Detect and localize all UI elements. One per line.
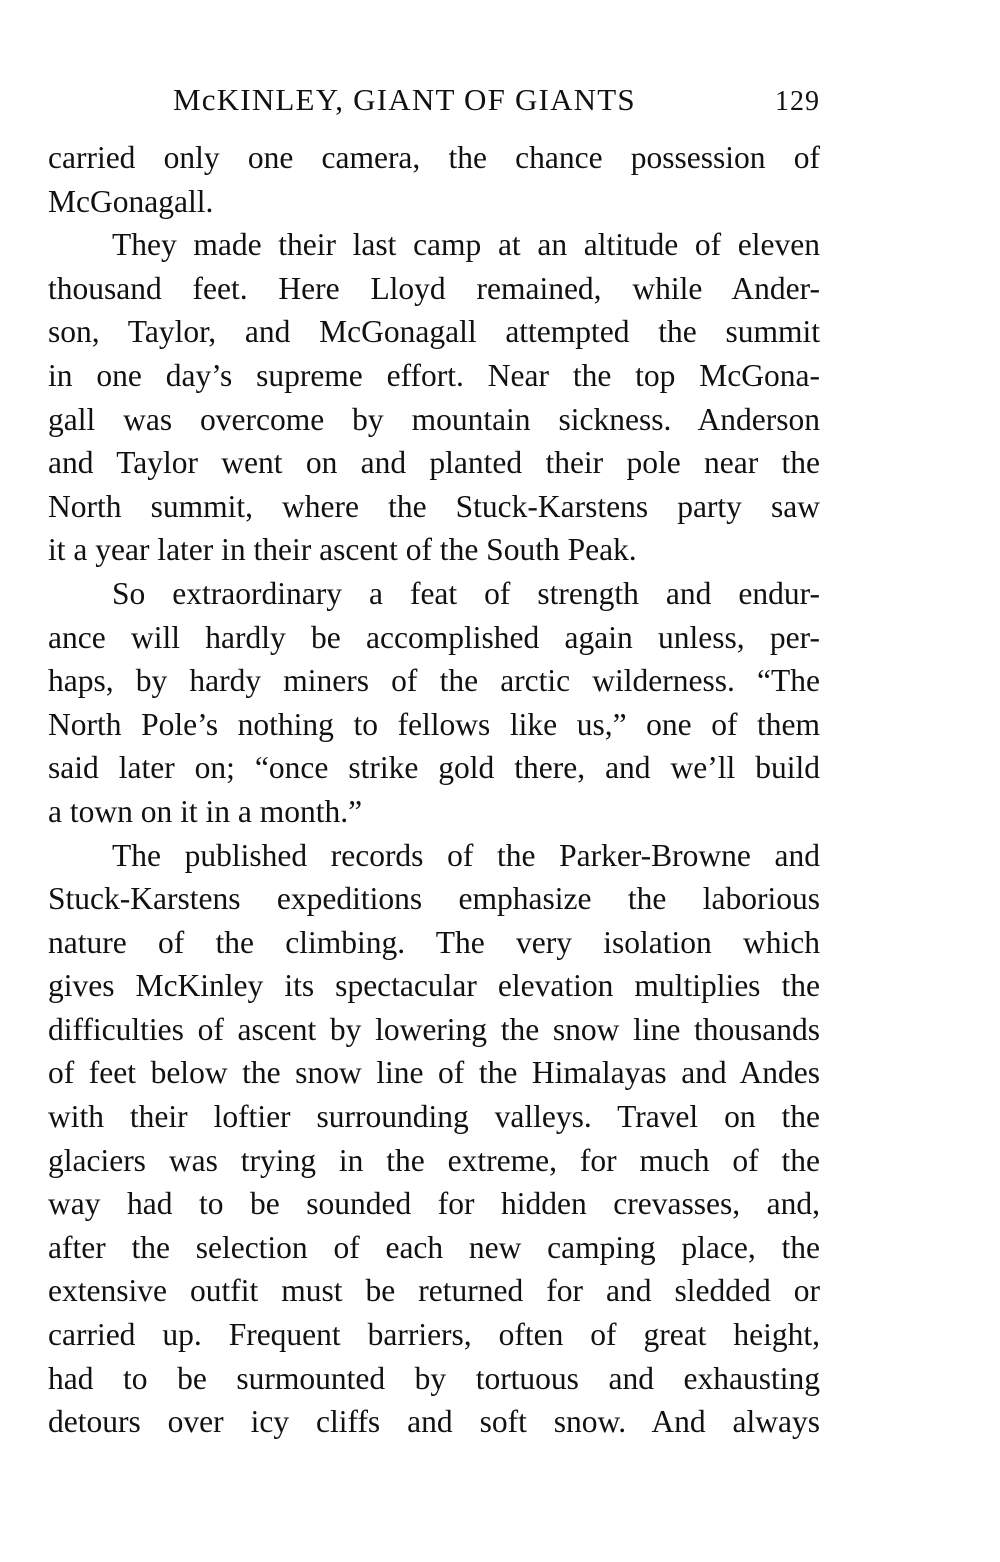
text-line: haps, by hardy miners of the arctic wilderness. “The [48, 663, 820, 699]
text-line: thousand feet. Here Lloyd remained, while Ander- [48, 270, 820, 306]
paragraph-first-line: So extraordinary a feat of strength and endur- [112, 575, 820, 611]
text-line: said later on; “once strike gold there, and we’ll build [48, 750, 820, 786]
text-line: had to be surmounted by tortuous and exhausting [48, 1360, 820, 1396]
text-line: gives McKinley its spectacular elevation multiplies the [48, 968, 820, 1004]
page-number: 129 [775, 86, 820, 117]
text-line: and Taylor went on and planted their pole near the [48, 445, 820, 481]
text-line: carried up. Frequent barriers, often of great height, [48, 1317, 820, 1353]
text-line: nature of the climbing. The very isolation which [48, 924, 820, 960]
text-line: ance will hardly be accomplished again unless, per- [48, 619, 820, 655]
running-head [48, 78, 820, 122]
text-line: it a year later in their ascent of the South Peak. [48, 532, 637, 568]
text-line: Stuck-Karstens expeditions emphasize the laborious [48, 881, 820, 917]
text-line: of feet below the snow line of the Himalayas and Andes [48, 1055, 820, 1091]
paragraph-first-line: They made their last camp at an altitude of eleven [112, 227, 820, 263]
text-line: a town on it in a month.” [48, 793, 363, 829]
text-line: way had to be sounded for hidden crevasses, and, [48, 1186, 820, 1222]
text-line: North summit, where the Stuck-Karstens party saw [48, 488, 820, 524]
running-title: McKINLEY, GIANT OF GIANTS [173, 82, 636, 117]
text-line: detours over icy cliffs and soft snow. And always [48, 1404, 820, 1440]
text-line: difficulties of ascent by lowering the snow line thousands [48, 1011, 820, 1047]
text-line: glaciers was trying in the extreme, for much of the [48, 1142, 820, 1178]
body-text [48, 136, 820, 1444]
text-line: gall was overcome by mountain sickness. Anderson [48, 401, 820, 437]
text-line: in one day’s supreme effort. Near the top McGona- [48, 357, 820, 393]
paragraph-first-line: The published records of the Parker-Browne and [112, 837, 820, 873]
text-line: carried only one camera, the chance possession of [48, 140, 820, 175]
text-line: son, Taylor, and McGonagall attempted the summit [48, 314, 820, 350]
text-line: McGonagall. [48, 183, 214, 219]
text-line: with their loftier surrounding valleys. Travel on the [48, 1099, 820, 1135]
text-line: extensive outfit must be returned for and sledded or [48, 1273, 820, 1309]
text-line: after the selection of each new camping place, the [48, 1229, 820, 1265]
text-line: North Pole’s nothing to fellows like us,” one of them [48, 706, 820, 742]
